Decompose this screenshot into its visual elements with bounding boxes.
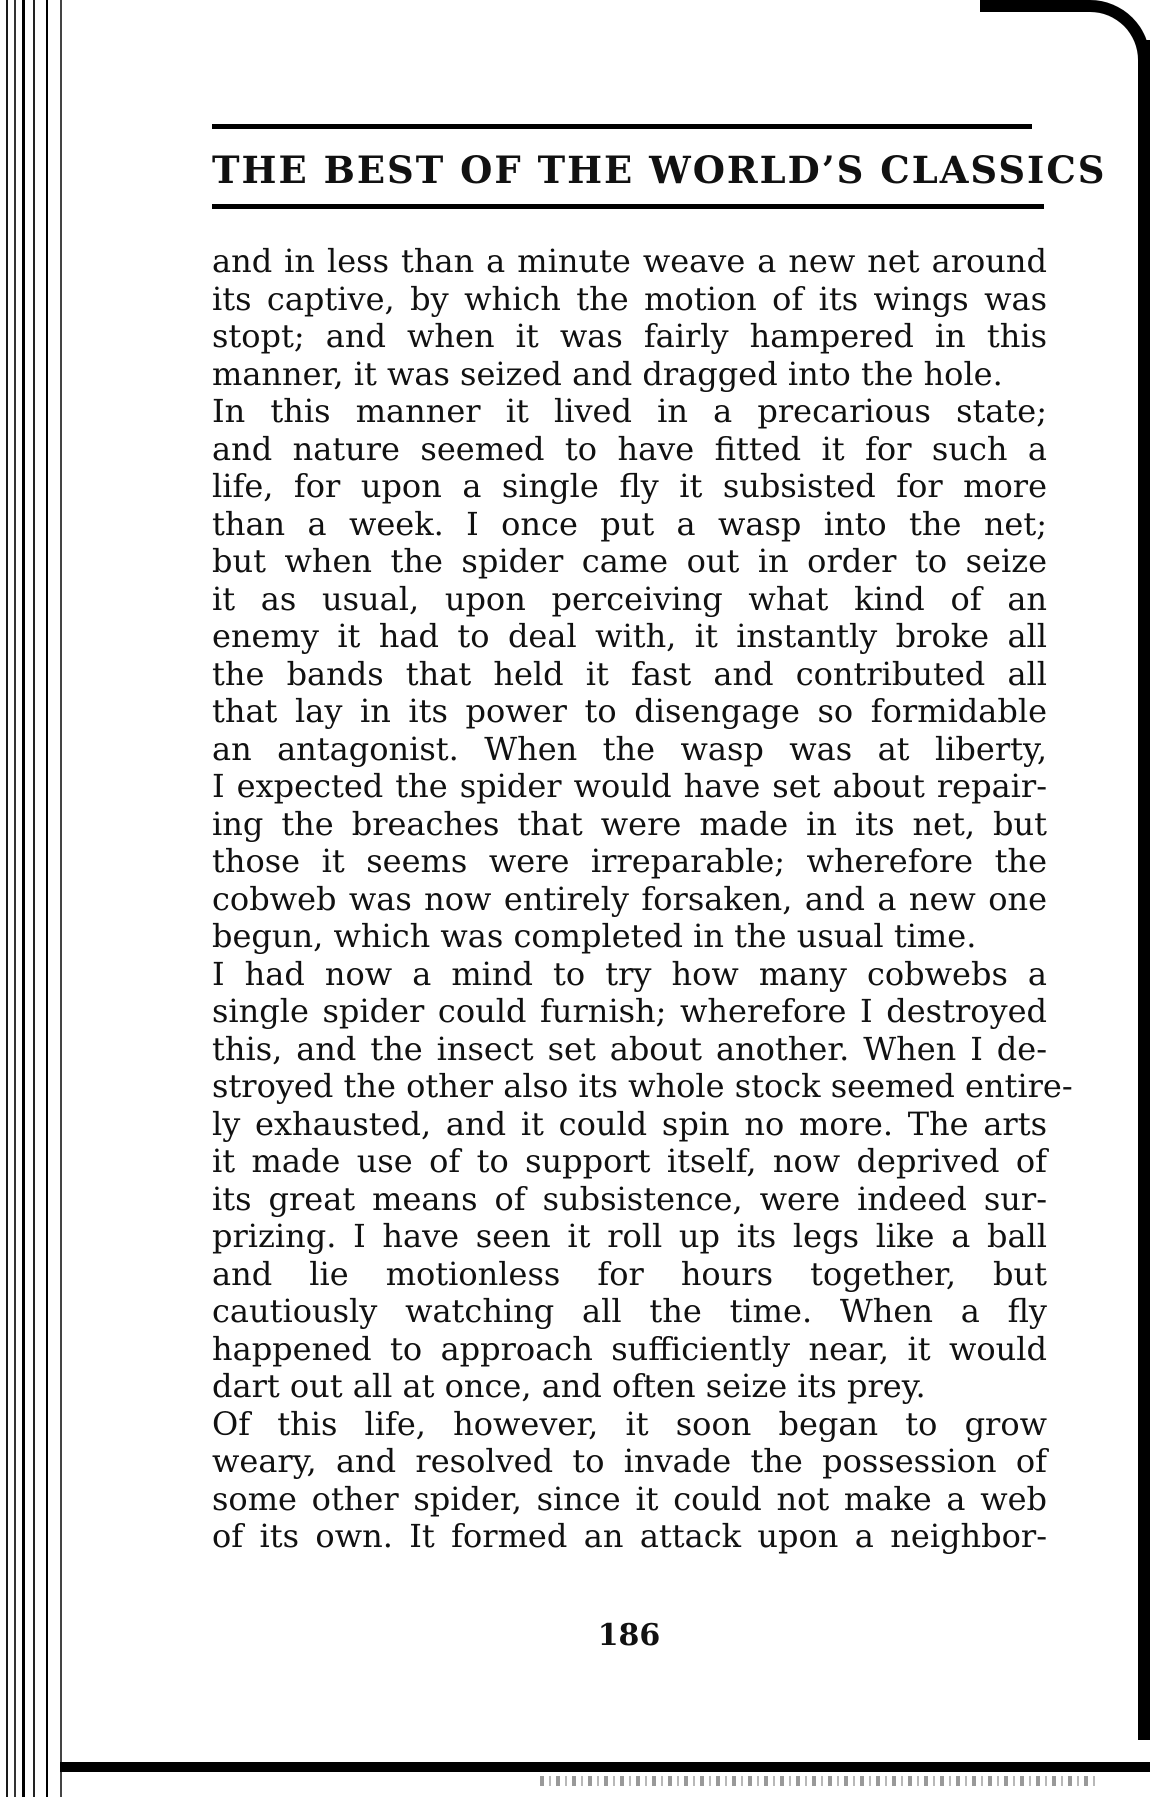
- text-line: and lie motionless for hours together, but: [212, 1254, 1047, 1293]
- header-rule-bottom: [212, 204, 1044, 209]
- text-line: ly exhausted, and it could spin no more. The arts: [212, 1104, 1047, 1143]
- page-corner-curl: [980, 0, 1150, 60]
- text-line: that lay in its power to disengage so formidable: [212, 692, 1047, 730]
- text-line: single spider could furnish; wherefore I destroyed: [212, 992, 1047, 1030]
- text-line: Of this life, however, it soon began to grow: [212, 1404, 1047, 1443]
- text-line: life, for upon a single fly it subsisted for more: [212, 467, 1047, 505]
- text-line: it made use of to support itself, now deprived of: [212, 1142, 1047, 1180]
- page-right-edge: [1138, 40, 1150, 1740]
- text-line: those it seems were irreparable; wherefore the: [212, 842, 1047, 880]
- text-line: prizing. I have seen it roll up its legs like a ball: [212, 1217, 1047, 1255]
- text-line: its captive, by which the motion of its wings was: [212, 279, 1047, 318]
- text-line: its great means of subsistence, were indeed sur-: [212, 1179, 1047, 1218]
- text-line: I had now a mind to try how many cobwebs a: [212, 954, 1047, 993]
- text-line: and nature seemed to have fitted it for such a: [212, 429, 1047, 468]
- text-line: ing the breaches that were made in its net, but: [212, 804, 1047, 843]
- text-line: manner, it was seized and dragged into the hole.: [212, 354, 1003, 393]
- text-line: it as usual, upon perceiving what kind of an: [212, 579, 1047, 618]
- text-line: cobweb was now entirely forsaken, and a new one: [212, 879, 1047, 918]
- scan-smudge: [540, 1776, 1100, 1786]
- text-line: begun, which was completed in the usual time.: [212, 917, 977, 955]
- text-line: happened to approach sufficiently near, it would: [212, 1329, 1047, 1368]
- text-line: an antagonist. When the wasp was at liberty,: [212, 729, 1047, 768]
- text-line: I expected the spider would have set about repair-: [212, 767, 1047, 805]
- text-line: weary, and resolved to invade the possession of: [212, 1442, 1047, 1480]
- text-line: than a week. I once put a wasp into the net;: [212, 504, 1047, 543]
- text-line: enemy it had to deal with, it instantly broke all: [212, 617, 1047, 655]
- text-line: stroyed the other also its whole stock seemed entire-: [212, 1067, 1073, 1105]
- header-rule-top: [212, 124, 1032, 129]
- running-head: THE BEST OF THE WORLD’S CLASSICS: [212, 148, 1107, 192]
- text-line: this, and the insect set about another. When I de-: [212, 1029, 1047, 1068]
- text-line: of its own. It formed an attack upon a neighbor-: [212, 1517, 1047, 1555]
- page-bottom-edge: [60, 1762, 1150, 1772]
- text-line: but when the spider came out in order to seize: [212, 542, 1047, 580]
- text-line: In this manner it lived in a precarious state;: [212, 392, 1047, 430]
- text-line: and in less than a minute weave a new net around: [212, 242, 1047, 280]
- text-line: cautiously watching all the time. When a fly: [212, 1292, 1047, 1330]
- text-line: the bands that held it fast and contributed all: [212, 654, 1047, 693]
- text-line: some other spider, since it could not make a web: [212, 1479, 1047, 1518]
- text-line: dart out all at once, and often seize its prey.: [212, 1367, 926, 1405]
- text-line: stopt; and when it was fairly hampered in this: [212, 317, 1047, 355]
- book-binding-edge: [0, 0, 84, 1797]
- page-number: 186: [597, 1618, 661, 1653]
- body-text: [212, 242, 1073, 1556]
